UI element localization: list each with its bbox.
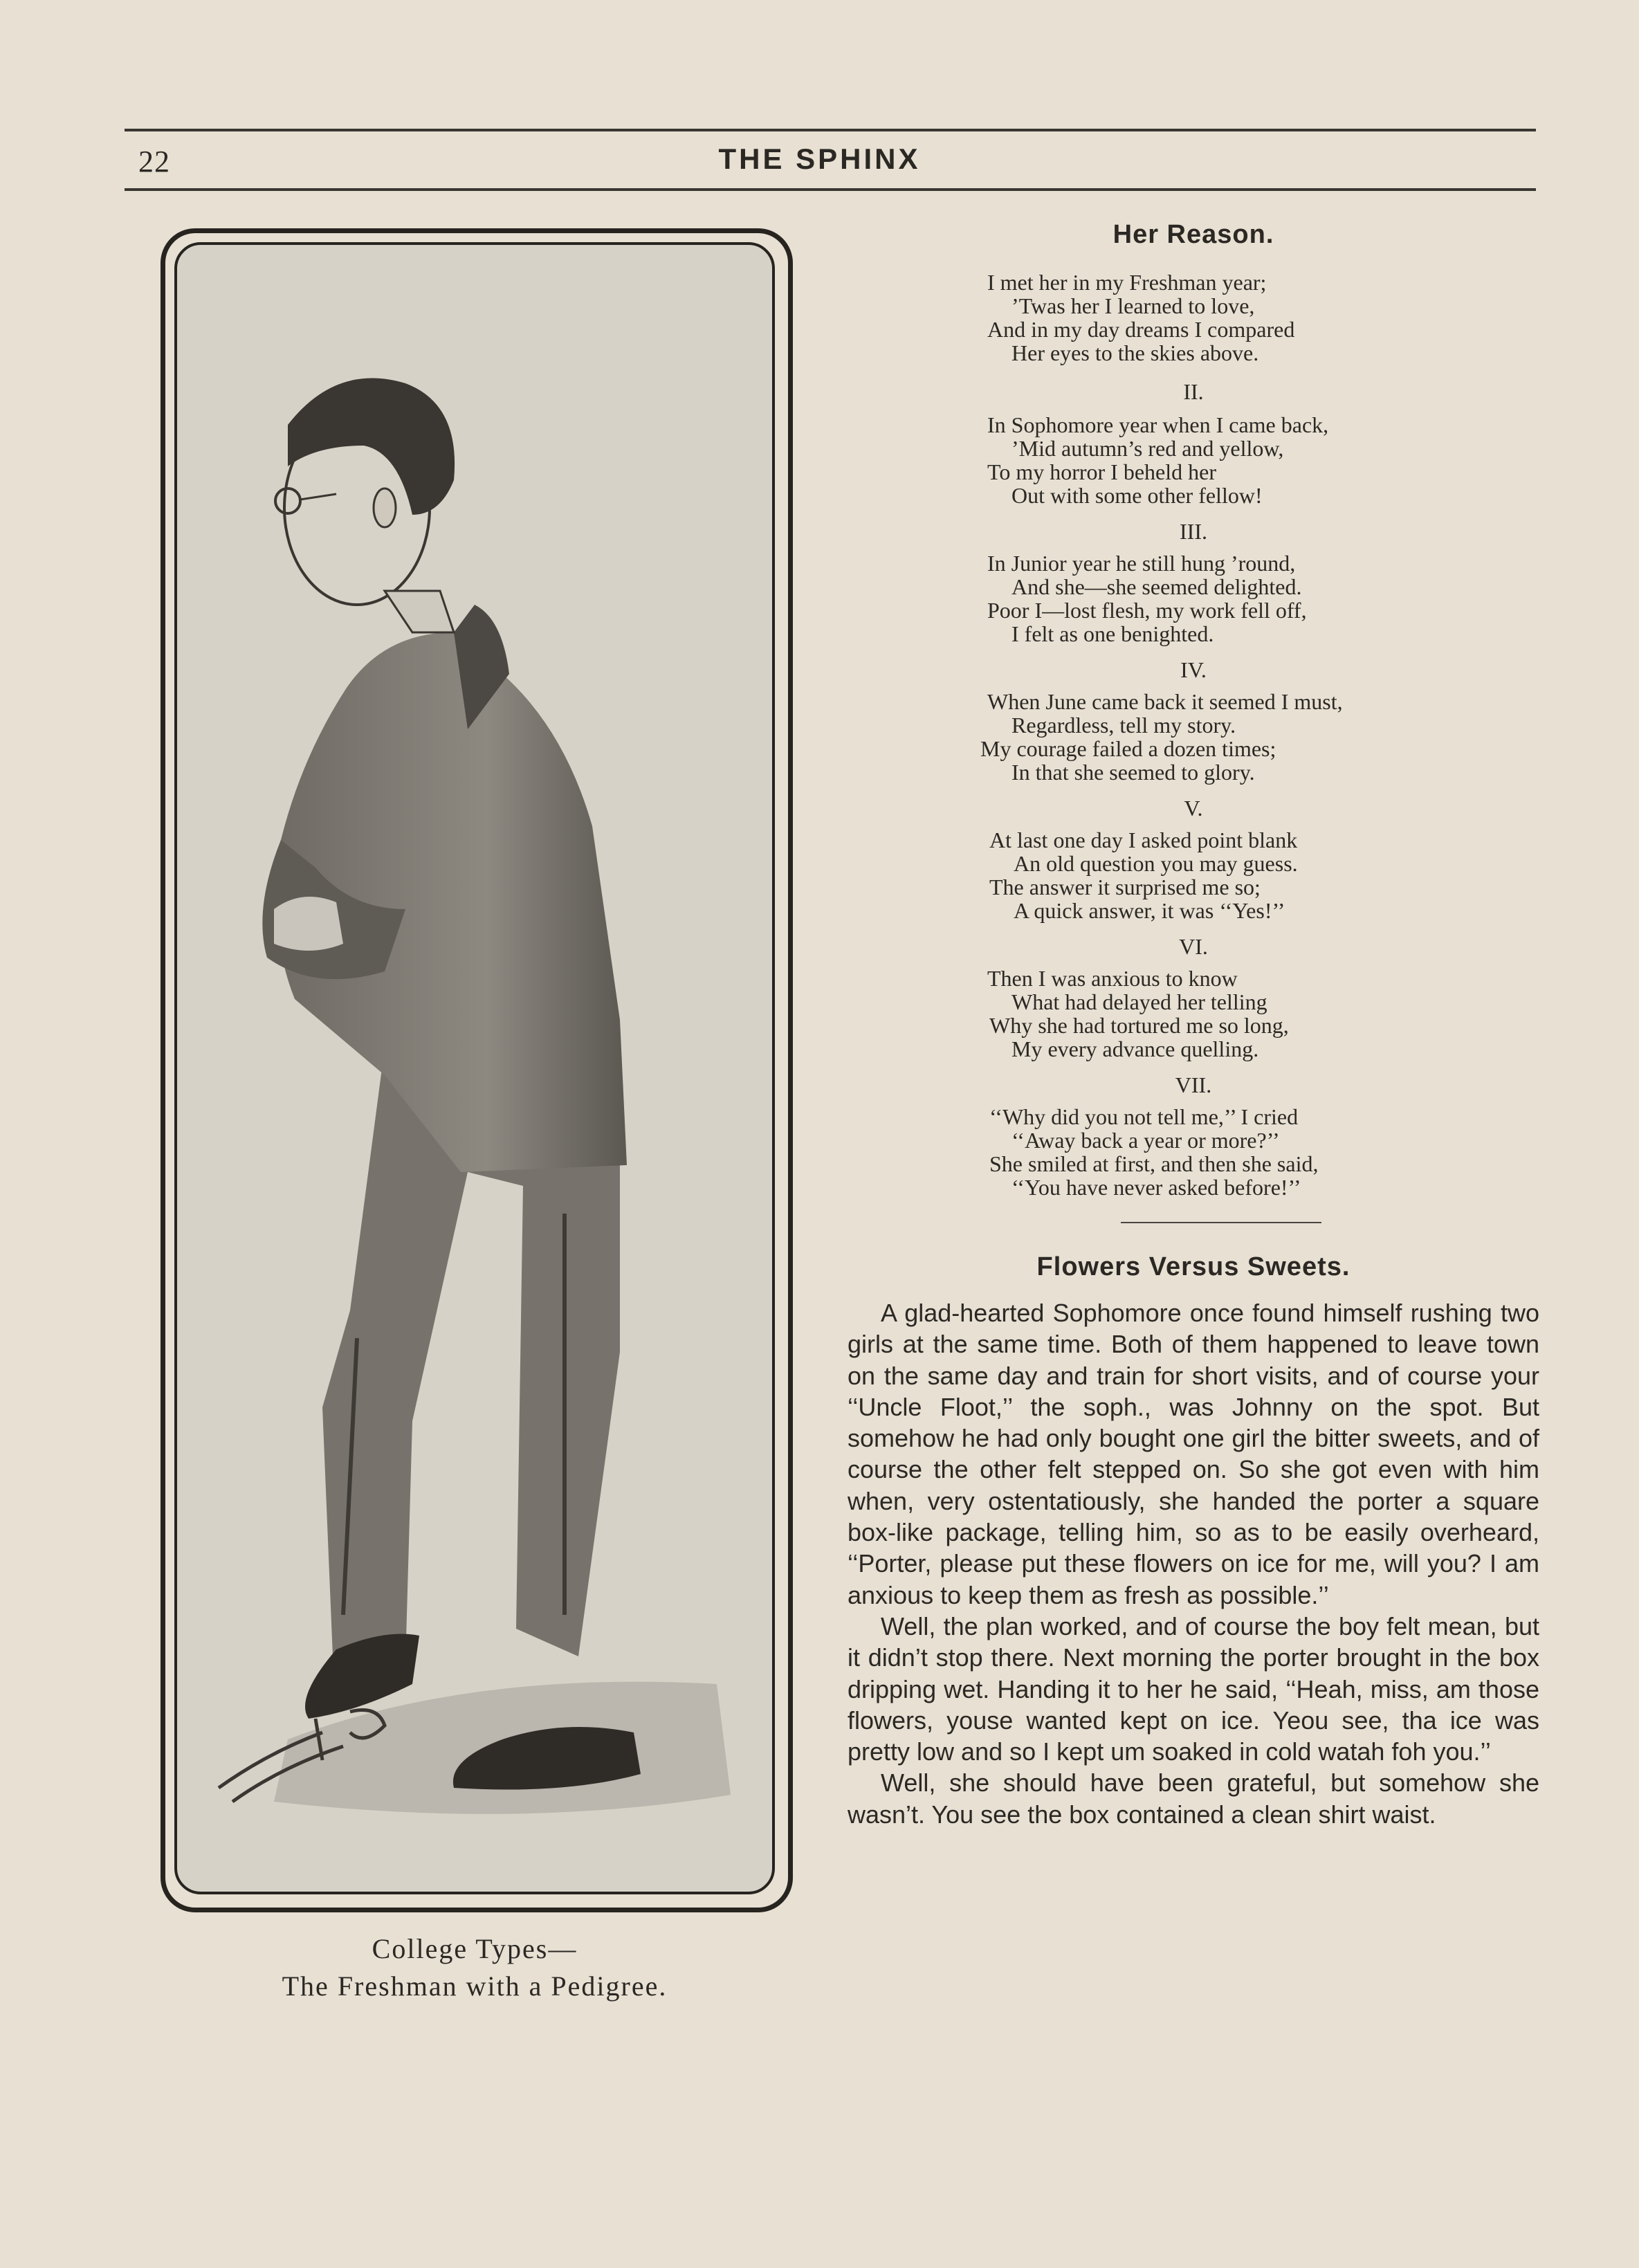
poem-line: Why she had tortured me so long, [989,1013,1289,1038]
stanza-number: VI. [1179,934,1208,959]
story-title: Flowers Versus Sweets. [1036,1252,1350,1281]
poem-line: In Junior year he still hung ’round, [987,551,1296,576]
poem-line: To my horror I beheld her [987,459,1216,484]
stanza-number: V. [1184,796,1203,821]
poem-line: And she—she seemed delighted. [1011,574,1302,599]
poem-line: ‘‘Why did you not tell me,’’ I cried [989,1104,1299,1129]
poem-line: Regardless, tell my story. [1011,713,1236,738]
section-divider [1121,1222,1321,1223]
poem-line: What had delayed her telling [1011,989,1267,1014]
poem-title: Her Reason. [1112,220,1274,249]
poem-line: I felt as one benighted. [1011,621,1214,646]
poem-line: And in my day dreams I compared [987,317,1295,342]
poem-line: She smiled at first, and then she said, [989,1151,1319,1176]
poem-line: In that she seemed to glory. [1011,760,1255,785]
stanza-number: VII. [1175,1072,1212,1097]
poem-line: Poor I—lost flesh, my work fell off, [987,598,1307,623]
illustration-panel [174,242,775,1894]
stanza-number: III. [1180,519,1207,544]
poem-line: The answer it surprised me so; [989,875,1261,899]
poem-line: At last one day I asked point blank [989,827,1298,852]
poem-line: An old question you may guess. [1014,851,1298,876]
story-paragraph: Well, she should have been grateful, but somehow she wasn’t. You see the box contained a clean shirt waist. [848,1768,1539,1829]
poem-line: ’Mid autumn’s red and yellow, [1011,436,1284,461]
poem-line: Out with some other fellow! [1011,483,1263,508]
poem-line: Her eyes to the skies above. [1011,340,1259,365]
freshman-sketch-figure [177,245,772,1892]
story-body [848,1297,1539,1830]
poem-line: In Sophomore year when I came back, [987,412,1329,437]
page-number: 22 [138,145,170,179]
poem-line: ’Twas her I learned to love, [1011,293,1255,318]
story-paragraph: A glad-hearted Sophomore once found himself rushing two girls at the same time. Both of them happened to leave town on the same day and train for short visits, and of course your ‘‘Uncle Floot,’’ the soph., was Johnny on the spot. But somehow he had only bought one girl the bitter sweets, and of course the other felt stepped on. So she got even with him when, very ostentatiously, she handed the porter a square box-like package, telling him, so as to be easily overheard, ‘‘Porter, please put these flowers on ice for me, will you? I am anxious to keep them as fresh as possible.’’ [848,1299,1539,1609]
illustration-caption [161,1930,789,2005]
poem-line: My every advance quelling. [1011,1036,1259,1061]
poem-line: ‘‘You have never asked before!’’ [1011,1175,1301,1200]
stanza-number: II. [1183,379,1204,404]
running-title: THE SPHINX [718,143,921,175]
poem-line: I met her in my Freshman year; [987,270,1267,295]
poem-line: Then I was anxious to know [987,966,1238,991]
caption-line-2: The Freshman with a Pedigree. [282,1970,668,2002]
poem-line: My courage failed a dozen times; [980,736,1276,761]
header-rule-top [125,129,1536,131]
header-rule-bottom [125,188,1536,191]
poem-line: When June came back it seemed I must, [987,689,1343,714]
poem-line: ‘‘Away back a year or more?’’ [1011,1128,1280,1153]
stanza-number: IV. [1180,657,1207,682]
caption-line-1: College Types— [372,1933,578,1964]
story-paragraph: Well, the plan worked, and of course the boy felt mean, but it didn’t stop there. Next morning the porter brought in the box dripping wet. Handing it to her he said, ‘‘Heah, miss, am those flowers, youse wanted kept on ice. Yeou see, tha ice was pretty low and so I kept um soaked in cold watah foh you.’’ [848,1611,1539,1766]
poem-line: A quick answer, it was ‘‘Yes!’’ [1014,898,1285,923]
